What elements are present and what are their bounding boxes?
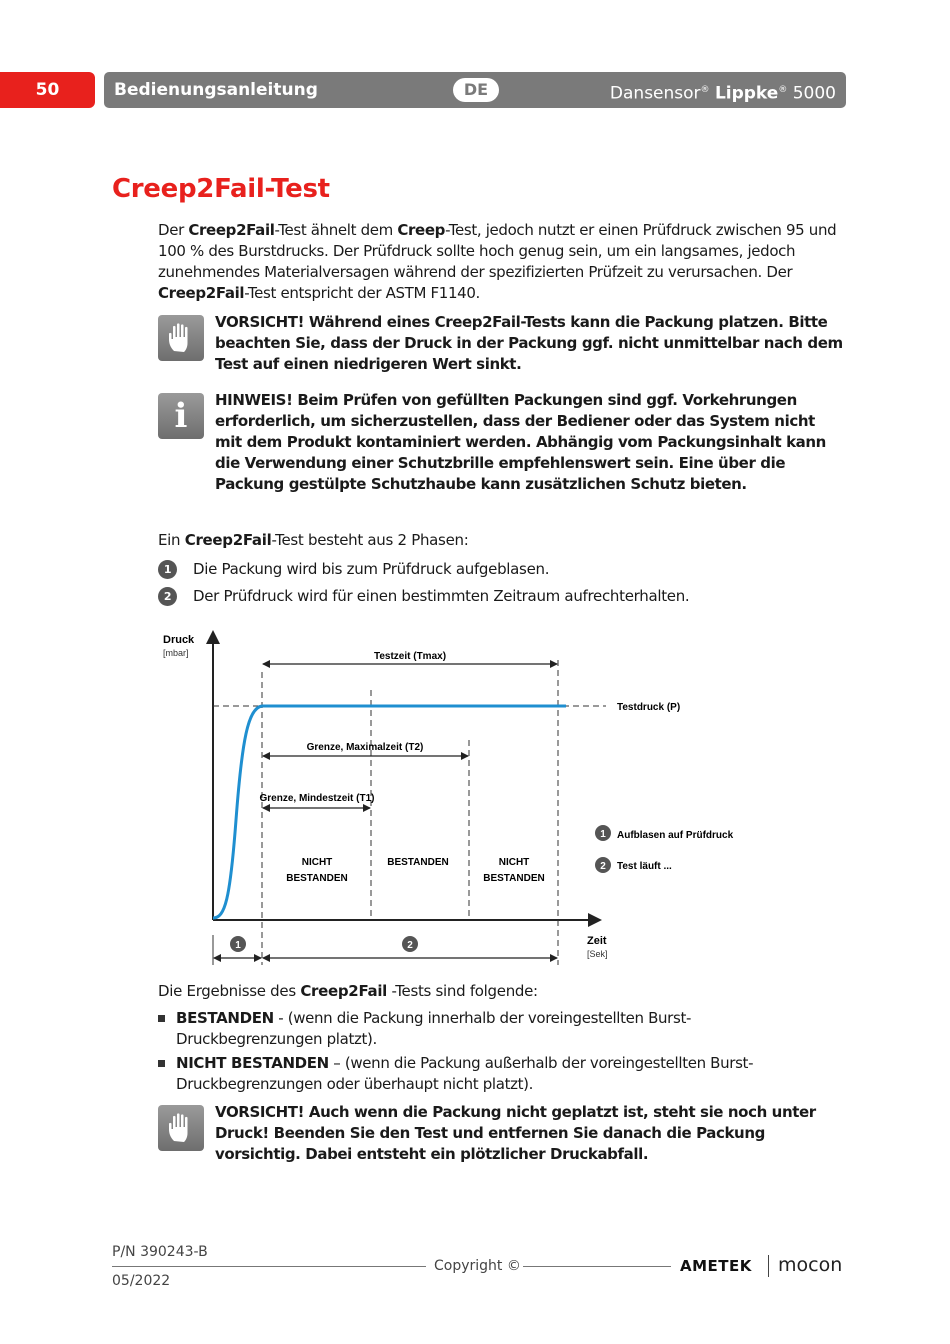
language-badge: DE bbox=[453, 78, 499, 102]
pressure-curve bbox=[213, 706, 566, 918]
creep2fail-diagram bbox=[150, 625, 734, 970]
phase-item-1: 1 Die Packung wird bis zum Prüfdruck aufgeblasen. bbox=[158, 559, 549, 580]
result-item-fail: NICHT BESTANDEN – (wenn die Packung außerhalb der voreingestellten Burst-Druckbegrenzungen oder überhaupt nicht platzt). bbox=[158, 1053, 778, 1095]
manual-title: Bedienungsanleitung bbox=[114, 80, 318, 100]
page-number: 50 bbox=[0, 72, 95, 108]
zone-fail-early-line1: NICHT bbox=[301, 857, 333, 868]
phases-intro: Ein Creep2Fail-Test besteht aus 2 Phasen: bbox=[158, 531, 469, 549]
hand-stop-icon bbox=[158, 1105, 204, 1151]
limit-max-label: Grenze, Maximalzeit (T2) bbox=[306, 742, 424, 753]
legend-text-2: Test läuft ... bbox=[617, 861, 672, 872]
zone-fail-late-line1: NICHT bbox=[498, 857, 530, 868]
bullet-square-icon bbox=[158, 1060, 165, 1067]
step-number-badge: 2 bbox=[158, 587, 177, 606]
step-number-badge: 1 bbox=[158, 560, 177, 579]
footer-rule-right bbox=[523, 1266, 671, 1267]
limit-min-label: Grenze, Mindestzeit (T1) bbox=[259, 793, 375, 804]
result-item-pass: BESTANDEN - (wenn die Packung innerhalb der voreingestellten Burst-Druckbegrenzungen platzt). bbox=[158, 1008, 778, 1050]
footer-rule-left bbox=[112, 1266, 426, 1267]
legend-text-1: Aufblasen auf Prüfdruck bbox=[617, 830, 734, 841]
ametek-logo: AMETEK bbox=[680, 1257, 752, 1275]
zone-fail-late-line2: BESTANDEN bbox=[483, 873, 545, 884]
caution-text-2: VORSICHT! Auch wenn die Packung nicht geplatzt ist, steht sie noch unter Druck! Beenden Sie den Test und entfernen Sie danach die Packung vorsichtig. Dabei entsteht ein plötzlicher Druckabfall. bbox=[215, 1103, 816, 1163]
caution-text-1: VORSICHT! Während eines Creep2Fail-Tests kann die Packung platzen. Bitte beachten Sie, dass der Druck in der Packung ggf. nicht unmittelbar nach dem Test auf einen niedrigeren Wert sinkt. bbox=[215, 313, 843, 373]
x-axis-arrow bbox=[588, 913, 602, 927]
zone-fail-early-line2: BESTANDEN bbox=[286, 873, 348, 884]
svg-text:1: 1 bbox=[600, 829, 606, 840]
zone-pass: BESTANDEN bbox=[387, 857, 449, 868]
hand-stop-icon bbox=[158, 315, 204, 361]
svg-text:2: 2 bbox=[600, 861, 606, 872]
test-pressure-label: Testdruck (P) bbox=[617, 702, 681, 713]
phase-item-2: 2 Der Prüfdruck wird für einen bestimmten Zeitraum aufrechterhalten. bbox=[158, 586, 689, 607]
x-axis-unit: [Sek] bbox=[587, 949, 608, 959]
x-axis-label: Zeit bbox=[587, 935, 607, 947]
logo-separator bbox=[768, 1255, 769, 1277]
info-icon: i bbox=[158, 393, 204, 439]
part-number: P/N 390243-B bbox=[112, 1244, 208, 1260]
test-time-label: Testzeit (Tmax) bbox=[373, 651, 447, 662]
copyright: Copyright © bbox=[434, 1258, 521, 1274]
svg-text:1: 1 bbox=[235, 940, 241, 951]
product-name: Dansensor® Lippke® 5000 bbox=[609, 83, 836, 104]
header-bar bbox=[104, 72, 846, 108]
results-intro: Die Ergebnisse des Creep2Fail -Tests sind folgende: bbox=[158, 982, 538, 1000]
intro-paragraph: Der Creep2Fail-Test ähnelt dem Creep-Test, jedoch nutzt er einen Prüfdruck zwischen 95 und 100 % des Burstdrucks. Der Prüfdruck sollte hoch genug sein, um ein langsames, jedoch zunehmendes Materialversagen während der spezifizierten Prüfzeit zu verursachen. Der Creep2Fail-Test entspricht der ASTM F1140. bbox=[158, 221, 837, 302]
mocon-logo: mocon bbox=[778, 1254, 843, 1276]
y-axis-unit: [mbar] bbox=[163, 648, 189, 658]
svg-text:2: 2 bbox=[407, 940, 413, 951]
section-title: Creep2Fail-Test bbox=[112, 174, 330, 204]
publication-date: 05/2022 bbox=[112, 1273, 171, 1289]
y-axis-label: Druck bbox=[163, 634, 195, 646]
y-axis-arrow bbox=[206, 630, 220, 644]
bullet-square-icon bbox=[158, 1015, 165, 1022]
note-text-1: HINWEIS! Beim Prüfen von gefüllten Packungen sind ggf. Vorkehrungen erforderlich, um sicherzustellen, dass der Bediener oder das System nicht mit dem Produkt kontaminiert werden. Abhängig vom Packungsinhalt kann die Verwendung einer Schutzbrille empfehlenswert sein. Eine über die Packung gestülpte Schutzhaube kann zusätzlichen Schutz bieten. bbox=[215, 391, 826, 493]
